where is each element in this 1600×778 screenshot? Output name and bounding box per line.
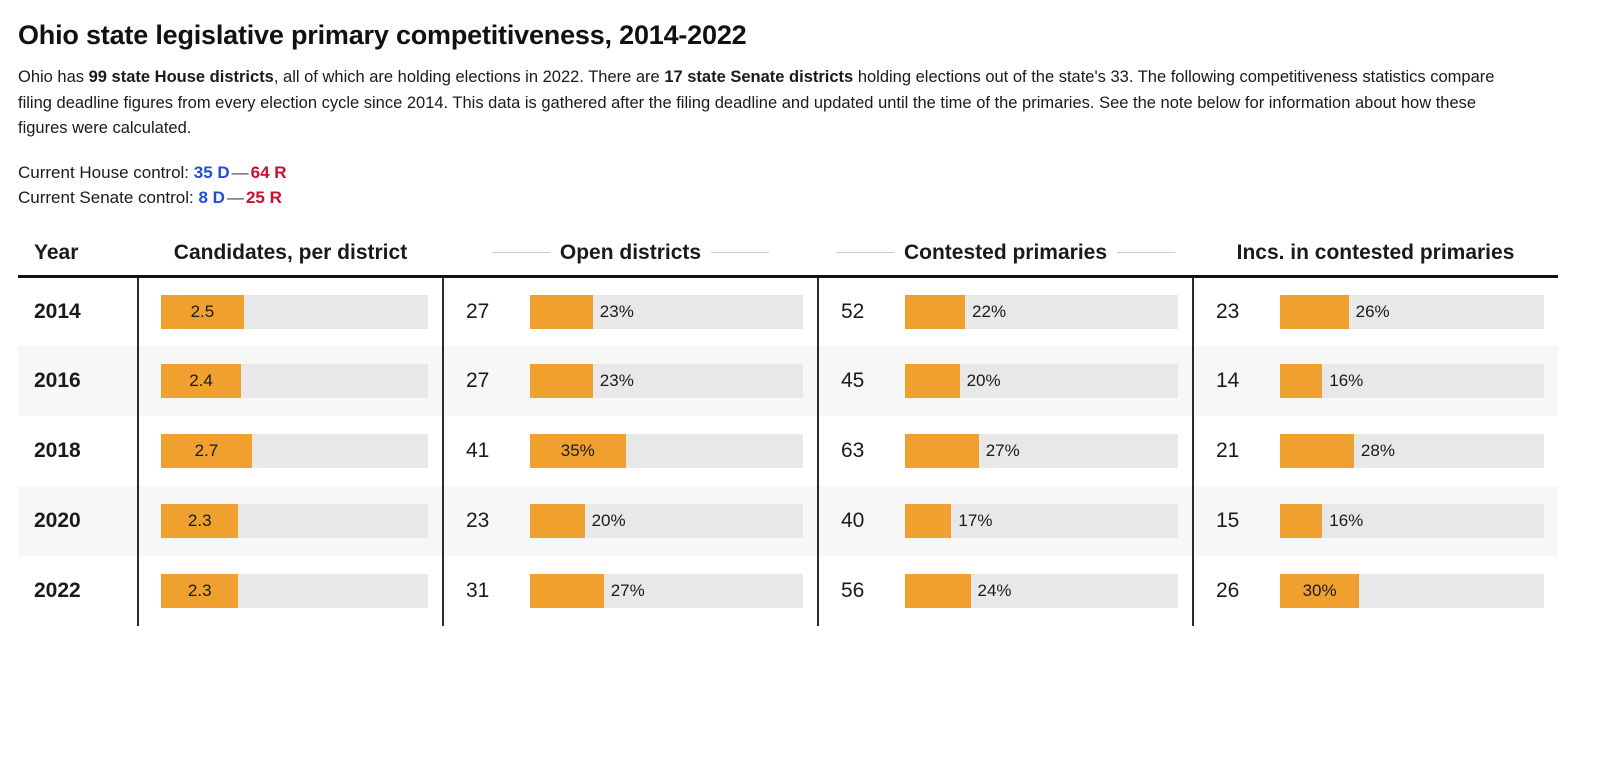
incs-contested-bar-track (1280, 364, 1544, 398)
contested-primaries-cell-wrap (819, 295, 1192, 329)
incs-contested-count: 23 (1216, 300, 1240, 324)
cell-incs-contested (1193, 556, 1558, 626)
open-districts-bar-label: 23% (599, 302, 634, 322)
cell-open-districts (443, 346, 818, 416)
incs-contested-bar-track (1280, 504, 1544, 538)
contested-primaries-bar-label: 20% (966, 371, 1001, 391)
column-header-open-wrap (449, 241, 812, 265)
house-control-label: Current House control: (18, 162, 194, 182)
intro-part-3: holding elections out of the state's 33. The following competitiveness statistics compare filing deadline figures from every election cycle since 2014. This data is gathered after the filing deadline and updated until the time of the primaries. See the note below for information about how these figures were calculated. (18, 68, 1495, 138)
open-districts-count: 23 (466, 509, 490, 533)
open-districts-count: 41 (466, 439, 490, 463)
contested-primaries-count: 56 (841, 579, 865, 603)
cell-candidates (138, 416, 443, 486)
incs-contested-bar-fill (1280, 434, 1354, 468)
contested-primaries-bar-fill (905, 364, 960, 398)
incs-contested-bar-track (1280, 574, 1544, 608)
competitiveness-table (18, 241, 1558, 627)
house-control-line (18, 160, 1582, 186)
senate-control-dash: — (226, 188, 244, 208)
intro-paragraph (18, 65, 1528, 142)
page-title: Ohio state legislative primary competitiveness, 2014-2022 (18, 20, 747, 50)
contested-primaries-bar-track (905, 434, 1178, 468)
house-control-republican: 64 R (250, 162, 287, 182)
senate-control-democrat: 8 D (198, 188, 225, 208)
header-rule-left (836, 252, 894, 253)
intro-part-1: Ohio has (18, 68, 89, 86)
candidates-cell-wrap (139, 434, 442, 468)
senate-control-line (18, 185, 1582, 211)
candidates-bar-label: 2.7 (194, 441, 219, 461)
incs-contested-count: 14 (1216, 369, 1240, 393)
incs-contested-bar-track (1280, 434, 1544, 468)
header-rule-right (711, 252, 769, 253)
open-districts-bar-track (530, 295, 803, 329)
cell-year: 2016 (18, 346, 138, 416)
cell-incs-contested (1193, 416, 1558, 486)
open-districts-bar-track (530, 574, 803, 608)
candidates-bar-track (161, 434, 428, 468)
intro-bold-house: 99 state House districts (88, 68, 274, 86)
column-header-contested-wrap (824, 241, 1187, 265)
incs-contested-cell-wrap (1194, 574, 1558, 608)
table-row (18, 276, 1558, 346)
senate-control-label: Current Senate control: (18, 188, 199, 208)
open-districts-count: 27 (466, 369, 490, 393)
contested-primaries-count: 63 (841, 439, 865, 463)
cell-open-districts (443, 556, 818, 626)
house-control-democrat: 35 D (193, 162, 230, 182)
column-header-contested (818, 241, 1193, 277)
cell-contested-primaries (818, 486, 1193, 556)
cell-candidates (138, 556, 443, 626)
table-row (18, 486, 1558, 556)
contested-primaries-bar-label: 22% (972, 302, 1007, 322)
candidates-bar-label: 2.3 (187, 581, 212, 601)
open-districts-bar-fill (530, 295, 593, 329)
incs-contested-cell-wrap (1194, 295, 1558, 329)
candidates-bar-track (161, 504, 428, 538)
incs-contested-count: 26 (1216, 579, 1240, 603)
contested-primaries-cell-wrap (819, 504, 1192, 538)
contested-primaries-count: 45 (841, 369, 865, 393)
cell-year: 2020 (18, 486, 138, 556)
contested-primaries-bar-fill (905, 295, 965, 329)
house-control-dash: — (231, 162, 249, 182)
table-row (18, 346, 1558, 416)
candidates-cell-wrap (139, 574, 442, 608)
contested-primaries-cell-wrap (819, 574, 1192, 608)
column-header-contested-label: Contested primaries (903, 240, 1108, 264)
incs-contested-bar-label: 16% (1329, 371, 1364, 391)
cell-incs-contested (1193, 346, 1558, 416)
cell-contested-primaries (818, 416, 1193, 486)
candidates-bar-label: 2.4 (189, 371, 213, 391)
table-row (18, 416, 1558, 486)
incs-contested-bar-label: 30% (1302, 581, 1337, 601)
contested-primaries-bar-track (905, 504, 1178, 538)
incs-contested-bar-label: 28% (1360, 441, 1395, 461)
contested-primaries-cell-wrap (819, 434, 1192, 468)
contested-primaries-bar-fill (905, 434, 979, 468)
column-header-open-label: Open districts (559, 240, 702, 264)
contested-primaries-bar-track (905, 574, 1178, 608)
column-header-candidates-label: Candidates, per district (173, 240, 408, 264)
open-districts-count: 31 (466, 579, 490, 603)
incs-contested-bar-fill (1280, 504, 1322, 538)
column-header-incs (1193, 241, 1558, 277)
open-districts-bar-track (530, 504, 803, 538)
contested-primaries-bar-label: 17% (958, 511, 993, 531)
incs-contested-cell-wrap (1194, 434, 1558, 468)
open-districts-cell-wrap (444, 504, 817, 538)
candidates-bar-track (161, 295, 428, 329)
cell-candidates (138, 486, 443, 556)
incs-contested-bar-label: 16% (1329, 511, 1364, 531)
open-districts-cell-wrap (444, 434, 817, 468)
contested-primaries-count: 40 (841, 509, 865, 533)
cell-incs-contested (1193, 276, 1558, 346)
incs-contested-cell-wrap (1194, 504, 1558, 538)
cell-contested-primaries (818, 276, 1193, 346)
column-header-year: Year (34, 240, 79, 264)
intro-part-2: , all of which are holding elections in 2022. There are (273, 68, 665, 86)
incs-contested-count: 15 (1216, 509, 1240, 533)
cell-year: 2014 (18, 276, 138, 346)
cell-contested-primaries (818, 346, 1193, 416)
contested-primaries-count: 52 (841, 300, 865, 324)
open-districts-bar-fill (530, 574, 604, 608)
table-row (18, 556, 1558, 626)
incs-contested-count: 21 (1216, 439, 1240, 463)
open-districts-bar-label: 20% (591, 511, 626, 531)
candidates-bar-label: 2.3 (187, 511, 212, 531)
cell-candidates (138, 346, 443, 416)
cell-incs-contested (1193, 486, 1558, 556)
candidates-cell-wrap (139, 295, 442, 329)
contested-primaries-bar-label: 24% (977, 581, 1012, 601)
contested-primaries-bar-track (905, 364, 1178, 398)
intro-bold-senate: 17 state Senate districts (664, 68, 854, 86)
open-districts-bar-label: 35% (560, 441, 595, 461)
header-rule-left (492, 252, 550, 253)
senate-control-republican: 25 R (245, 188, 282, 208)
column-header-incs-label: Incs. in contested primaries (1236, 240, 1515, 264)
cell-year: 2018 (18, 416, 138, 486)
incs-contested-bar-track (1280, 295, 1544, 329)
candidates-cell-wrap (139, 504, 442, 538)
open-districts-bar-fill (530, 504, 585, 538)
cell-open-districts (443, 486, 818, 556)
candidates-bar-track (161, 574, 428, 608)
contested-primaries-bar-fill (905, 504, 951, 538)
candidates-bar-track (161, 364, 428, 398)
table-body (18, 276, 1558, 626)
cell-open-districts (443, 416, 818, 486)
candidates-bar-label: 2.5 (190, 302, 215, 322)
contested-primaries-bar-fill (905, 574, 971, 608)
contested-primaries-bar-track (905, 295, 1178, 329)
cell-year: 2022 (18, 556, 138, 626)
cell-candidates (138, 276, 443, 346)
contested-primaries-bar-label: 27% (985, 441, 1020, 461)
open-districts-cell-wrap (444, 295, 817, 329)
incs-contested-bar-fill (1280, 364, 1322, 398)
column-header-candidates (138, 241, 443, 277)
incs-contested-bar-label: 26% (1355, 302, 1390, 322)
table-head (18, 241, 1558, 277)
candidates-cell-wrap (139, 364, 442, 398)
cell-contested-primaries (818, 556, 1193, 626)
column-header-open (443, 241, 818, 277)
open-districts-bar-track (530, 434, 803, 468)
cell-open-districts (443, 276, 818, 346)
open-districts-bar-label: 23% (599, 371, 634, 391)
incs-contested-cell-wrap (1194, 364, 1558, 398)
open-districts-cell-wrap (444, 364, 817, 398)
open-districts-count: 27 (466, 300, 490, 324)
open-districts-cell-wrap (444, 574, 817, 608)
open-districts-bar-fill (530, 364, 593, 398)
open-districts-bar-label: 27% (610, 581, 645, 601)
header-rule-right (1117, 252, 1175, 253)
contested-primaries-cell-wrap (819, 364, 1192, 398)
incs-contested-bar-fill (1280, 295, 1349, 329)
open-districts-bar-track (530, 364, 803, 398)
